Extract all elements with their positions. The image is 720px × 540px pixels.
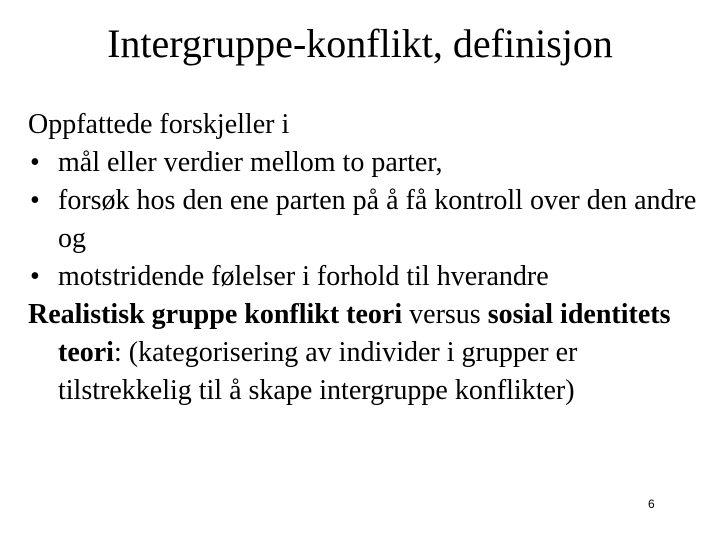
bullet-text: motstridende følelser i forhold til hverandre xyxy=(58,261,549,292)
closing-connector-text: versus xyxy=(402,299,488,330)
slide-content xyxy=(28,106,698,410)
list-item xyxy=(28,258,698,296)
list-item xyxy=(28,144,698,182)
closing-explanation-text: : (kategorisering av individer i grupper er tilstrekkelig til å skape intergruppe konflikter) xyxy=(58,337,578,406)
bullet-list xyxy=(28,144,698,296)
bullet-text: mål eller verdier mellom to parter, xyxy=(58,147,443,178)
slide-title: Intergruppe-konflikt, definisjon xyxy=(107,21,613,66)
list-item xyxy=(28,182,698,258)
bullet-icon: • xyxy=(30,261,40,292)
closing-paragraph xyxy=(28,296,698,410)
theory-name-realistic: Realistisk gruppe konflikt teori xyxy=(28,299,403,330)
theory-name-social-identity: sosial identitets teori xyxy=(58,299,671,368)
bullet-text: forsøk hos den ene parten på å få kontroll over den andre og xyxy=(58,185,697,254)
bullet-icon: • xyxy=(30,185,40,216)
page-number: 6 xyxy=(648,497,655,511)
bullet-icon: • xyxy=(30,147,40,178)
intro-text: Oppfattede forskjeller i xyxy=(28,109,290,140)
